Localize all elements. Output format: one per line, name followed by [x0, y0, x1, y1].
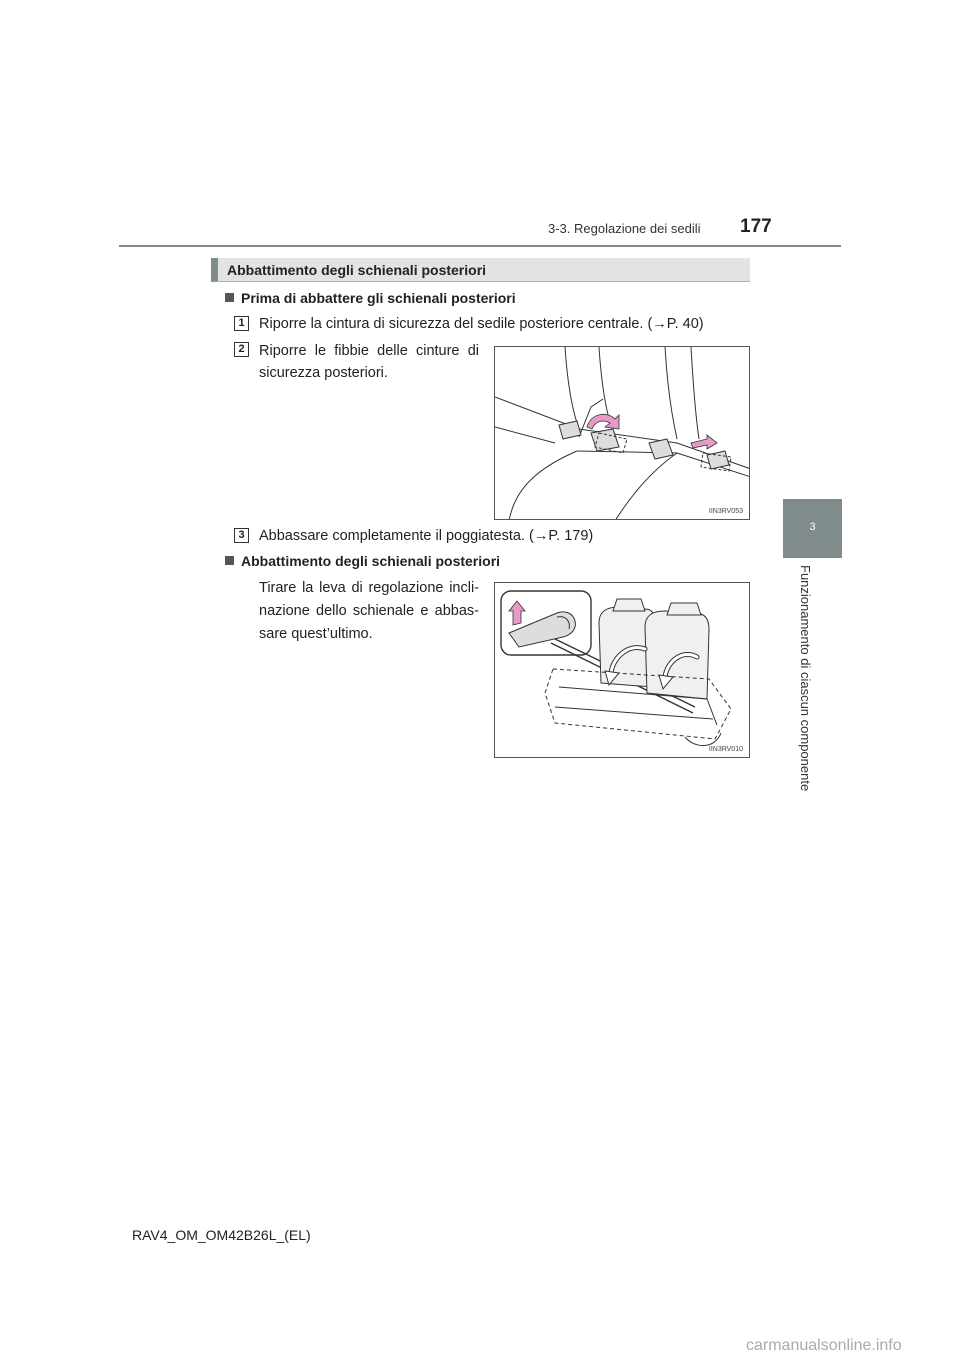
step-number-2: 2 [234, 342, 249, 357]
subsection-heading-text: Abbattimento degli schienali posteriori [241, 553, 501, 569]
seat-buckles-illustration [495, 347, 750, 520]
step-number-1: 1 [234, 316, 249, 331]
figure-code: IIN3RV053 [708, 508, 743, 515]
step-text-1: Riporre la cintura di sicurezza del sedile posteriore centrale. (→P. 40) [259, 316, 704, 332]
subsection-heading [225, 553, 500, 569]
step-text-2-line2: sicurezza posteriori. [259, 365, 388, 381]
chapter-tab [783, 499, 842, 558]
figure-code: IIN3RV010 [708, 746, 743, 753]
square-bullet-icon [225, 556, 234, 565]
page-number: 177 [740, 216, 772, 237]
chapter-tab-label: Funzionamento di ciascun componente [798, 565, 813, 792]
document-code: RAV4_OM_OM42B26L_(EL) [132, 1227, 311, 1243]
step-text-2-line1: Riporre le fibbie delle cinture di [259, 343, 479, 359]
body-text-line1: Tirare la leva di regolazione incli- [259, 580, 479, 596]
figure-seatback-fold [494, 582, 750, 758]
figure-seat-buckles [494, 346, 750, 520]
body-text-line3: sare quest’ultimo. [259, 626, 373, 642]
section-title-bar [211, 258, 750, 282]
body-text-line2: nazione dello schienale e abbas- [259, 603, 479, 619]
square-bullet-icon [225, 293, 234, 302]
header-rule [119, 245, 841, 247]
section-title: Abbattimento degli schienali posteriori [227, 262, 487, 278]
step-text-3: Abbassare completamente il poggiatesta. (→P. 179) [259, 528, 594, 544]
chapter-tab-number: 3 [809, 521, 816, 533]
subsection-heading-text: Prima di abbattere gli schienali posteriori [241, 290, 516, 306]
step-number-3: 3 [234, 528, 249, 543]
watermark: carmanualsonline.info [746, 1337, 902, 1354]
subsection-heading [225, 290, 516, 306]
chapter-tab-label-wrap [798, 565, 823, 792]
seatback-fold-illustration [495, 583, 750, 758]
header-section-title: 3-3. Regolazione dei sedili [548, 221, 701, 236]
